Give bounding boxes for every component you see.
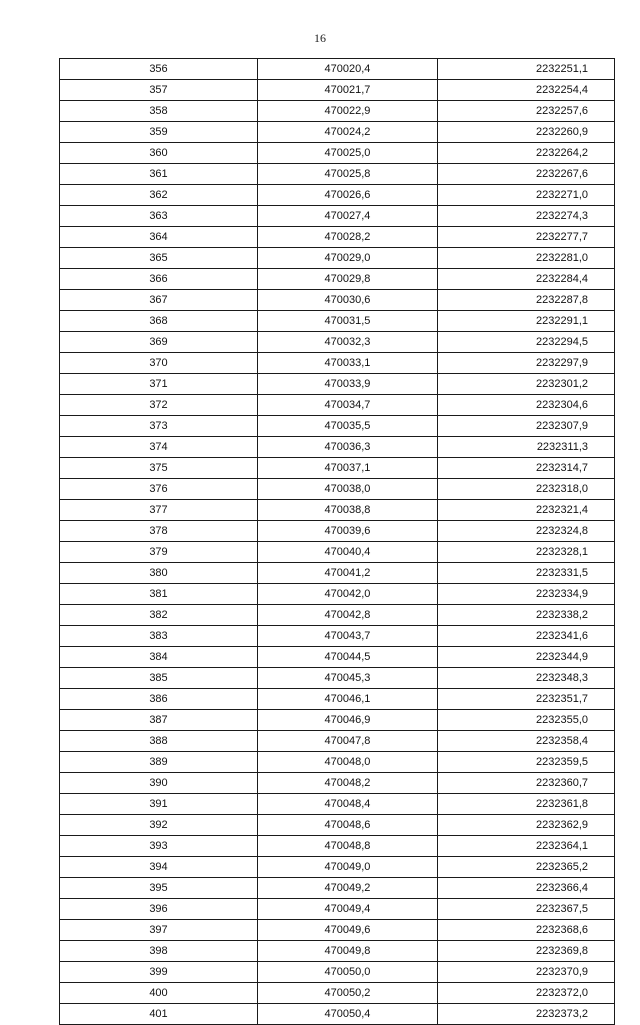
table-row [60, 101, 615, 122]
table-row [60, 899, 615, 920]
x-coordinate-cell: 470025,0 [258, 143, 438, 164]
x-coordinate-cell: 470024,2 [258, 122, 438, 143]
x-coordinate-cell: 470032,3 [258, 332, 438, 353]
point-number-cell: 387 [60, 710, 258, 731]
table-row [60, 395, 615, 416]
point-number-cell: 360 [60, 143, 258, 164]
table-row [60, 122, 615, 143]
y-coordinate-cell: 2232334,9 [438, 584, 615, 605]
table-row [60, 353, 615, 374]
y-coordinate-cell: 2232321,4 [438, 500, 615, 521]
y-coordinate-cell: 2232348,3 [438, 668, 615, 689]
y-coordinate-cell: 2232355,0 [438, 710, 615, 731]
x-coordinate-cell: 470049,4 [258, 899, 438, 920]
y-coordinate-cell: 2232301,2 [438, 374, 615, 395]
table-row [60, 563, 615, 584]
y-coordinate-cell: 2232351,7 [438, 689, 615, 710]
y-coordinate-cell: 2232369,8 [438, 941, 615, 962]
table-row [60, 836, 615, 857]
point-number-cell: 376 [60, 479, 258, 500]
point-number-cell: 394 [60, 857, 258, 878]
x-coordinate-cell: 470029,8 [258, 269, 438, 290]
point-number-cell: 373 [60, 416, 258, 437]
point-number-cell: 388 [60, 731, 258, 752]
y-coordinate-cell: 2232251,1 [438, 59, 615, 80]
point-number-cell: 368 [60, 311, 258, 332]
table-row [60, 857, 615, 878]
x-coordinate-cell: 470049,0 [258, 857, 438, 878]
x-coordinate-cell: 470047,8 [258, 731, 438, 752]
table-row [60, 773, 615, 794]
point-number-cell: 363 [60, 206, 258, 227]
x-coordinate-cell: 470033,9 [258, 374, 438, 395]
table-row [60, 521, 615, 542]
point-number-cell: 383 [60, 626, 258, 647]
table-row [60, 752, 615, 773]
y-coordinate-cell: 2232366,4 [438, 878, 615, 899]
x-coordinate-cell: 470048,0 [258, 752, 438, 773]
x-coordinate-cell: 470028,2 [258, 227, 438, 248]
point-number-cell: 384 [60, 647, 258, 668]
x-coordinate-cell: 470025,8 [258, 164, 438, 185]
point-number-cell: 392 [60, 815, 258, 836]
y-coordinate-cell: 2232328,1 [438, 542, 615, 563]
coordinates-table [59, 58, 615, 1025]
table-row [60, 962, 615, 983]
y-coordinate-cell: 2232370,9 [438, 962, 615, 983]
x-coordinate-cell: 470026,6 [258, 185, 438, 206]
y-coordinate-cell: 2232257,6 [438, 101, 615, 122]
y-coordinate-cell: 2232362,9 [438, 815, 615, 836]
y-coordinate-cell: 2232373,2 [438, 1004, 615, 1025]
x-coordinate-cell: 470039,6 [258, 521, 438, 542]
x-coordinate-cell: 470049,2 [258, 878, 438, 899]
y-coordinate-cell: 2232254,4 [438, 80, 615, 101]
x-coordinate-cell: 470040,4 [258, 542, 438, 563]
point-number-cell: 381 [60, 584, 258, 605]
x-coordinate-cell: 470020,4 [258, 59, 438, 80]
x-coordinate-cell: 470044,5 [258, 647, 438, 668]
y-coordinate-cell: 2232291,1 [438, 311, 615, 332]
y-coordinate-cell: 2232294,5 [438, 332, 615, 353]
x-coordinate-cell: 470021,7 [258, 80, 438, 101]
x-coordinate-cell: 470048,6 [258, 815, 438, 836]
table-row [60, 185, 615, 206]
table-row [60, 374, 615, 395]
table-row [60, 458, 615, 479]
point-number-cell: 396 [60, 899, 258, 920]
point-number-cell: 378 [60, 521, 258, 542]
point-number-cell: 364 [60, 227, 258, 248]
x-coordinate-cell: 470050,4 [258, 1004, 438, 1025]
x-coordinate-cell: 470049,6 [258, 920, 438, 941]
point-number-cell: 393 [60, 836, 258, 857]
y-coordinate-cell: 2232277,7 [438, 227, 615, 248]
x-coordinate-cell: 470046,9 [258, 710, 438, 731]
x-coordinate-cell: 470042,8 [258, 605, 438, 626]
y-coordinate-cell: 2232358,4 [438, 731, 615, 752]
y-coordinate-cell: 2232260,9 [438, 122, 615, 143]
x-coordinate-cell: 470029,0 [258, 248, 438, 269]
point-number-cell: 361 [60, 164, 258, 185]
point-number-cell: 365 [60, 248, 258, 269]
point-number-cell: 374 [60, 437, 258, 458]
table-row [60, 710, 615, 731]
table-row [60, 983, 615, 1004]
y-coordinate-cell: 2232267,6 [438, 164, 615, 185]
table-row [60, 227, 615, 248]
y-coordinate-cell: 2232281,0 [438, 248, 615, 269]
point-number-cell: 380 [60, 563, 258, 584]
table-row [60, 206, 615, 227]
table-row [60, 605, 615, 626]
point-number-cell: 386 [60, 689, 258, 710]
x-coordinate-cell: 470038,0 [258, 479, 438, 500]
y-coordinate-cell: 2232359,5 [438, 752, 615, 773]
table-row [60, 689, 615, 710]
x-coordinate-cell: 470048,8 [258, 836, 438, 857]
point-number-cell: 395 [60, 878, 258, 899]
table-row [60, 479, 615, 500]
table-row [60, 584, 615, 605]
y-coordinate-cell: 2232341,6 [438, 626, 615, 647]
table-row [60, 164, 615, 185]
y-coordinate-cell: 2232311,3 [438, 437, 615, 458]
x-coordinate-cell: 470043,7 [258, 626, 438, 647]
y-coordinate-cell: 2232264,2 [438, 143, 615, 164]
y-coordinate-cell: 2232360,7 [438, 773, 615, 794]
y-coordinate-cell: 2232338,2 [438, 605, 615, 626]
table-row [60, 290, 615, 311]
point-number-cell: 397 [60, 920, 258, 941]
x-coordinate-cell: 470037,1 [258, 458, 438, 479]
y-coordinate-cell: 2232318,0 [438, 479, 615, 500]
point-number-cell: 358 [60, 101, 258, 122]
table-row [60, 668, 615, 689]
point-number-cell: 357 [60, 80, 258, 101]
table-row [60, 1004, 615, 1025]
table-row [60, 647, 615, 668]
table-row [60, 311, 615, 332]
point-number-cell: 375 [60, 458, 258, 479]
table-row [60, 941, 615, 962]
y-coordinate-cell: 2232365,2 [438, 857, 615, 878]
x-coordinate-cell: 470042,0 [258, 584, 438, 605]
table-row [60, 500, 615, 521]
table-row [60, 269, 615, 290]
table-row [60, 626, 615, 647]
y-coordinate-cell: 2232287,8 [438, 290, 615, 311]
x-coordinate-cell: 470049,8 [258, 941, 438, 962]
x-coordinate-cell: 470034,7 [258, 395, 438, 416]
x-coordinate-cell: 470033,1 [258, 353, 438, 374]
table-row [60, 815, 615, 836]
x-coordinate-cell: 470050,0 [258, 962, 438, 983]
y-coordinate-cell: 2232344,9 [438, 647, 615, 668]
point-number-cell: 391 [60, 794, 258, 815]
table-row [60, 437, 615, 458]
y-coordinate-cell: 2232324,8 [438, 521, 615, 542]
point-number-cell: 390 [60, 773, 258, 794]
point-number-cell: 399 [60, 962, 258, 983]
point-number-cell: 356 [60, 59, 258, 80]
table-row [60, 416, 615, 437]
y-coordinate-cell: 2232297,9 [438, 353, 615, 374]
y-coordinate-cell: 2232284,4 [438, 269, 615, 290]
point-number-cell: 369 [60, 332, 258, 353]
x-coordinate-cell: 470035,5 [258, 416, 438, 437]
x-coordinate-cell: 470036,3 [258, 437, 438, 458]
table-row [60, 59, 615, 80]
point-number-cell: 359 [60, 122, 258, 143]
y-coordinate-cell: 2232314,7 [438, 458, 615, 479]
table-row [60, 332, 615, 353]
x-coordinate-cell: 470046,1 [258, 689, 438, 710]
table-row [60, 542, 615, 563]
y-coordinate-cell: 2232307,9 [438, 416, 615, 437]
y-coordinate-cell: 2232271,0 [438, 185, 615, 206]
point-number-cell: 379 [60, 542, 258, 563]
x-coordinate-cell: 470030,6 [258, 290, 438, 311]
x-coordinate-cell: 470048,2 [258, 773, 438, 794]
table-row [60, 920, 615, 941]
y-coordinate-cell: 2232368,6 [438, 920, 615, 941]
point-number-cell: 372 [60, 395, 258, 416]
point-number-cell: 385 [60, 668, 258, 689]
point-number-cell: 370 [60, 353, 258, 374]
y-coordinate-cell: 2232304,6 [438, 395, 615, 416]
y-coordinate-cell: 2232361,8 [438, 794, 615, 815]
x-coordinate-cell: 470027,4 [258, 206, 438, 227]
point-number-cell: 366 [60, 269, 258, 290]
table-row [60, 80, 615, 101]
table-row [60, 731, 615, 752]
x-coordinate-cell: 470050,2 [258, 983, 438, 1004]
point-number-cell: 382 [60, 605, 258, 626]
x-coordinate-cell: 470045,3 [258, 668, 438, 689]
x-coordinate-cell: 470041,2 [258, 563, 438, 584]
x-coordinate-cell: 470031,5 [258, 311, 438, 332]
table-row [60, 794, 615, 815]
point-number-cell: 367 [60, 290, 258, 311]
point-number-cell: 389 [60, 752, 258, 773]
y-coordinate-cell: 2232364,1 [438, 836, 615, 857]
y-coordinate-cell: 2232274,3 [438, 206, 615, 227]
point-number-cell: 400 [60, 983, 258, 1004]
page-number: 16 [314, 31, 326, 45]
point-number-cell: 401 [60, 1004, 258, 1025]
point-number-cell: 398 [60, 941, 258, 962]
table-row [60, 878, 615, 899]
table-row [60, 248, 615, 269]
point-number-cell: 377 [60, 500, 258, 521]
y-coordinate-cell: 2232367,5 [438, 899, 615, 920]
y-coordinate-cell: 2232372,0 [438, 983, 615, 1004]
x-coordinate-cell: 470038,8 [258, 500, 438, 521]
y-coordinate-cell: 2232331,5 [438, 563, 615, 584]
x-coordinate-cell: 470048,4 [258, 794, 438, 815]
table-row [60, 143, 615, 164]
point-number-cell: 362 [60, 185, 258, 206]
coordinates-table-body [60, 59, 615, 1025]
x-coordinate-cell: 470022,9 [258, 101, 438, 122]
point-number-cell: 371 [60, 374, 258, 395]
